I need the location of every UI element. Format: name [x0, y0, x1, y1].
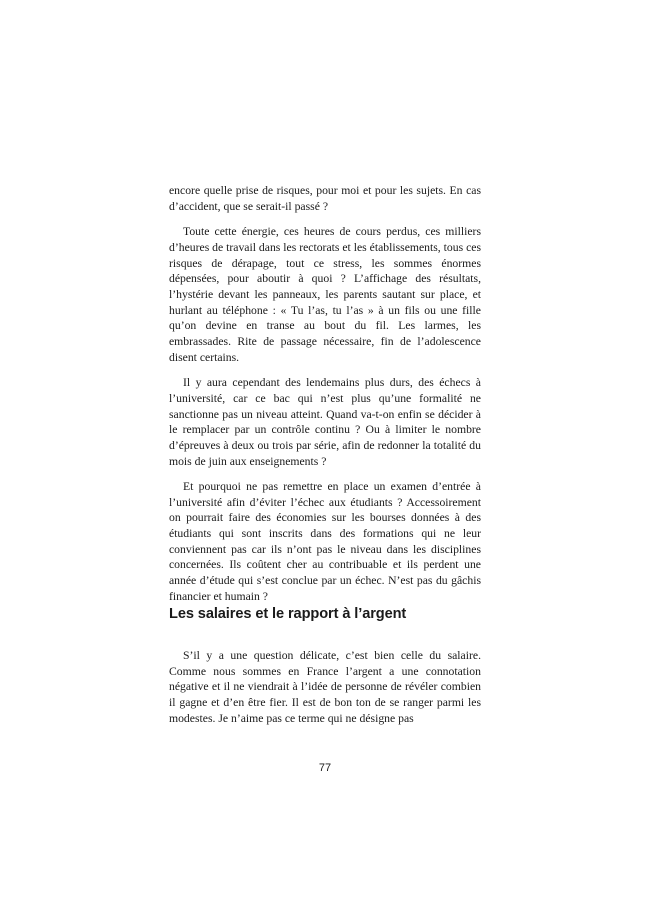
paragraph-examen-entree: Et pourquoi ne pas remettre en place un examen d’entrée à l’université afin d’éviter l’échec aux étudiants ? Accessoirement on pourrait faire des économies sur les bourses données à des étudiants qui sont inscrits dans des formations qui ne leur conviennent pas car ils n’ont pas le niveau dans les disciplines concernées. Ils coûtent cher au contribuable et ils perdent une année d’étude qui s’est conclue par un échec. N’est pas du gâchis financier et humain ?	[169, 480, 481, 603]
paragraph-continuation: encore quelle prise de risques, pour moi et pour les sujets. En cas d’accident, que se serait-il passé ?	[169, 184, 481, 213]
paragraph-energie: Toute cette énergie, ces heures de cours perdus, ces milliers d’heures de travail dans les rectorats et les établissements, tous ces risques de dérapage, tout ce stress, les sommes énormes dépensées, pour aboutir à quoi ? L’affichage des résultats, l’hystérie devant les panneaux, les parents sautant sur place, et hurlant au téléphone : « Tu l’as, tu l’as » à un fils ou une fille qu’on devine en transe au bout du fil. Les larmes, les embrassades. Rite de passage nécessaire, fin de l’adolescence disent certains.	[169, 225, 481, 364]
section-heading: Les salaires et le rapport à l’argent	[169, 606, 407, 622]
paragraph-lendemains: Il y aura cependant des lendemains plus durs, des échecs à l’université, car ce bac qui n’est plus qu’une formalité ne sanctionne pas un niveau atteint. Quand va-t-on enfin se décider à le remplacer par un contrôle continu ? Ou à limiter le nombre d’épreuves à deux ou trois par série, afin de redonner la totalité du mois de juin aux enseignements ?	[169, 376, 481, 468]
page-number: 77	[318, 762, 332, 774]
page-body	[169, 183, 481, 604]
paragraph-salaire: S’il y a une question délicate, c’est bien celle du salaire. Comme nous sommes en France l’argent a une connotation négative et il ne viendrait à l’idée de personne de révéler combien il gagne et d’en être fier. Il est de bon ton de se ranger parmi les modestes. Je n’aime pas ce terme qui ne désigne pas	[169, 649, 481, 725]
section-body	[169, 648, 481, 726]
